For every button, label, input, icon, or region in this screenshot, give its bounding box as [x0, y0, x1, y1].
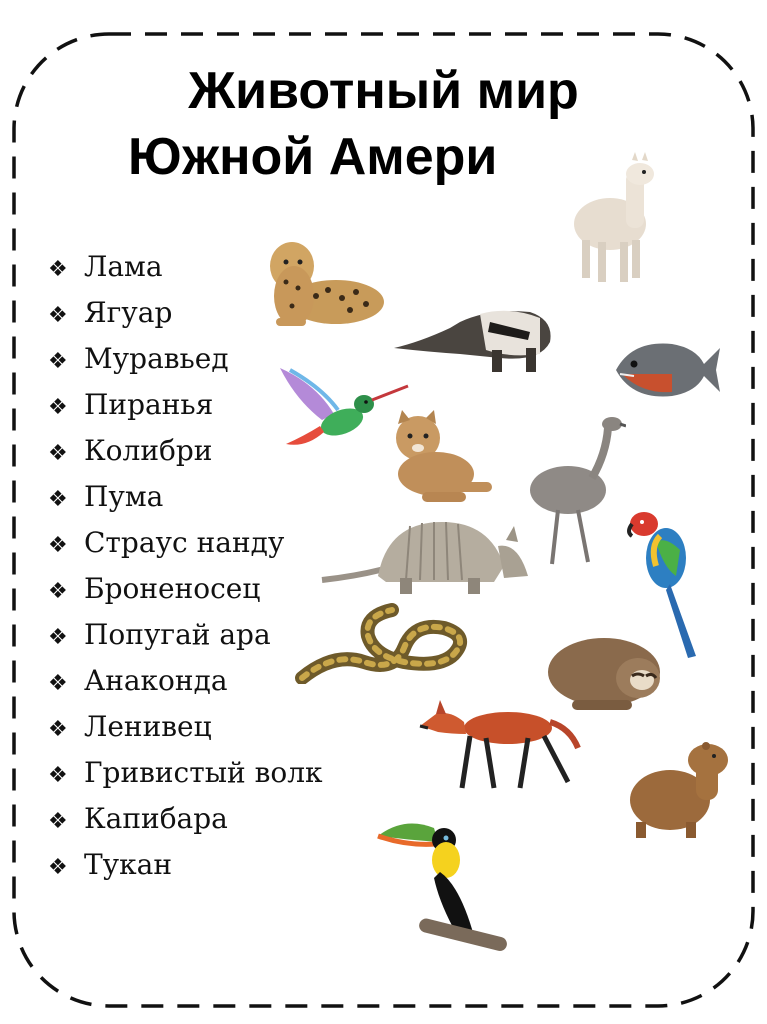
list-item — [48, 520, 322, 566]
diamond-bullet-icon: ❖ — [48, 349, 68, 374]
piranha-image — [612, 330, 724, 406]
list-item — [48, 796, 322, 842]
list-item-label: Капибара — [84, 802, 228, 835]
list-item — [48, 474, 322, 520]
puma-image — [382, 408, 496, 506]
list-item — [48, 566, 322, 612]
list-item-label: Попугай ара — [84, 618, 271, 651]
title-line-1: Животный мир — [188, 62, 579, 120]
list-item-label: Гривистый волк — [84, 756, 323, 789]
list-item-label: Колибри — [84, 434, 213, 467]
diamond-bullet-icon: ❖ — [48, 487, 68, 512]
list-item — [48, 842, 322, 888]
list-item-label: Пума — [84, 480, 164, 513]
list-item-label: Ленивец — [84, 710, 212, 743]
list-item-label: Броненосец — [84, 572, 261, 605]
armadillo-image — [318, 516, 530, 598]
rhea-image — [522, 414, 626, 566]
diamond-bullet-icon: ❖ — [48, 717, 68, 742]
list-item-label: Тукан — [84, 848, 173, 881]
diamond-bullet-icon: ❖ — [48, 303, 68, 328]
diamond-bullet-icon: ❖ — [48, 671, 68, 696]
list-item-label: Ягуар — [84, 296, 173, 329]
list-item — [48, 612, 322, 658]
list-item — [48, 750, 322, 796]
list-item-label: Лама — [84, 250, 163, 283]
title-line-2: Южной Амери — [128, 128, 498, 186]
diamond-bullet-icon: ❖ — [48, 257, 68, 282]
diamond-bullet-icon: ❖ — [48, 579, 68, 604]
animal-list — [48, 244, 322, 888]
diamond-bullet-icon: ❖ — [48, 441, 68, 466]
llama-image — [568, 152, 668, 292]
jaguar-image — [256, 226, 388, 334]
diamond-bullet-icon: ❖ — [48, 625, 68, 650]
toucan-image — [374, 816, 514, 960]
maned-wolf-image — [416, 692, 582, 792]
diamond-bullet-icon: ❖ — [48, 395, 68, 420]
list-item-label: Анаконда — [84, 664, 228, 697]
diamond-bullet-icon: ❖ — [48, 855, 68, 880]
list-item-label: Муравьед — [84, 342, 229, 375]
list-item — [48, 704, 322, 750]
diamond-bullet-icon: ❖ — [48, 763, 68, 788]
anaconda-image — [294, 602, 470, 684]
anteater-image — [390, 292, 558, 378]
list-item-label: Страус нанду — [84, 526, 285, 559]
list-item-label: Пиранья — [84, 388, 214, 421]
list-item — [48, 658, 322, 704]
capybara-image — [626, 730, 732, 840]
diamond-bullet-icon: ❖ — [48, 809, 68, 834]
diamond-bullet-icon: ❖ — [48, 533, 68, 558]
